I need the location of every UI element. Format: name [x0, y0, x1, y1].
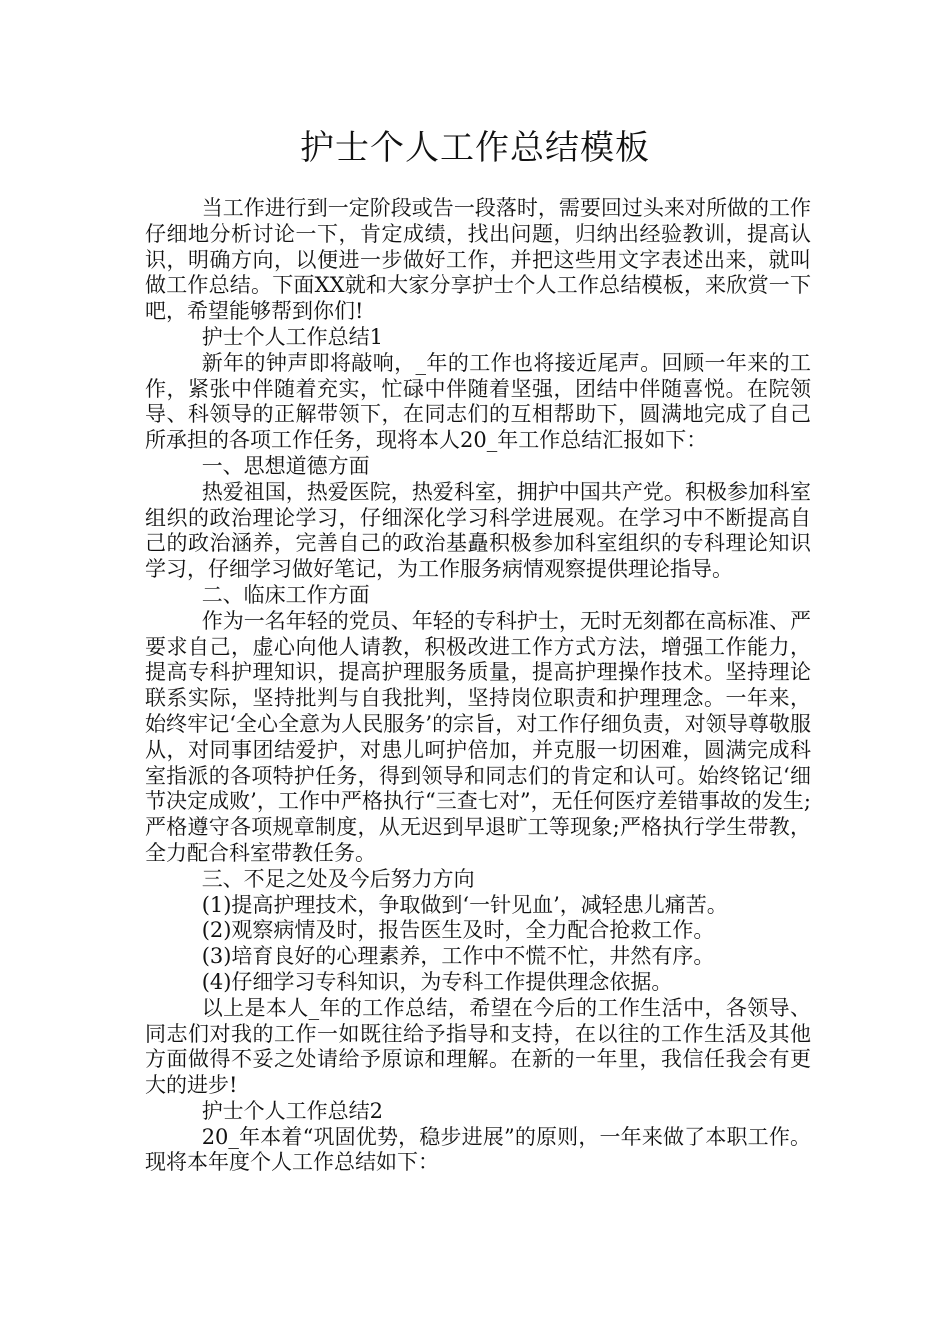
subheading-ideology: 一、思想道德方面	[201, 453, 370, 478]
intro-paragraph: 当工作进行到一定阶段或告一段落时，需要回过头来对所做的工作仔细地分析讨论一下，肯定成绩，找出问题，归纳出经验教训，提高认识，明确方向，以便进一步做好工作，并把这些用文字表述出来，就叫做工作总结。下面XX就和大家分享护士个人工作总结模板，来欣赏一下吧，希望能够帮到你们!	[145, 196, 811, 324]
clinical-work-paragraph: 作为一名年轻的党员、年轻的专科护士，无时无刻都在高标准、严要求自己，虚心向他人请教，积极改进工作方式方法，增强工作能力，提高专科护理知识，提高护理服务质量，提高护理操作技术。坚持理论联系实际，坚持批判与自我批判，坚持岗位职责和护理理念。一年来，始终牢记‘全心全意为人民服务’的宗旨，对工作仔细负责，对领导尊敬服从，对同事团结爱护，对患儿呵护倍加，并克服一切困难，圆满完成科室指派的各项特护任务，得到领导和同志们的肯定和认可。始终铭记‘细节决定成败’，工作中严格执行“三查七对”，无任何医疗差错事故的发生;严格遵守各项规章制度，从无迟到早退旷工等现象;严格执行学生带教，全力配合科室带教任务。	[145, 608, 811, 865]
section-heading-summary-2: 护士个人工作总结2	[201, 1098, 384, 1123]
ideology-paragraph: 热爱祖国，热爱医院，热爱科室，拥护中国共产党。积极参加科室组织的政治理论学习，仔细深化学习科学进展观。在学习中不断提高自己的政治涵养，完善自己的政治基矗积极参加科室组织的专科理论知识学习，仔细学习做好笔记，为工作服务病情观察提供理论指导。	[145, 479, 811, 582]
section-heading-summary-1: 护士个人工作总结1	[201, 324, 384, 349]
summary-1-opening-paragraph: 新年的钟声即将敲响，_年的工作也将接近尾声。回顾一年来的工作，紧张中伴随着充实，忙碌中伴随着坚强，团结中伴随喜悦。在院领导、科领导的正解带领下，在同志们的互相帮助下，圆满地完成了自己所承担的各项工作任务，现将本人20_年工作总结汇报如下：	[145, 350, 811, 453]
list-item: (1)提高护理技术，争取做到‘一针见血’，减轻患儿痛苦。	[201, 892, 728, 917]
list-item: (3)培育良好的心理素养，工作中不慌不忙，井然有序。	[201, 944, 715, 969]
document-body	[145, 196, 811, 1176]
summary-2-opening-paragraph: 20_年本着“巩固优势，稳步进展”的原则，一年来做了本职工作。现将本年度个人工作总结如下：	[145, 1124, 811, 1175]
subheading-shortcomings: 三、不足之处及今后努力方向	[201, 866, 475, 891]
list-item: (4)仔细学习专科知识，为专科工作提供理念依据。	[201, 969, 673, 994]
closing-paragraph: 以上是本人_年的工作总结，希望在今后的工作生活中，各领导、同志们对我的工作一如既往给予指导和支持，在以往的工作生活及其他方面做得不妥之处请给予原谅和理解。在新的一年里，我信任我会有更大的进步!	[145, 995, 811, 1098]
document-title: 护士个人工作总结模板	[300, 128, 650, 168]
subheading-clinical-work: 二、临床工作方面	[201, 582, 370, 607]
list-item: (2)观察病情及时，报告医生及时，全力配合抢救工作。	[201, 918, 715, 943]
